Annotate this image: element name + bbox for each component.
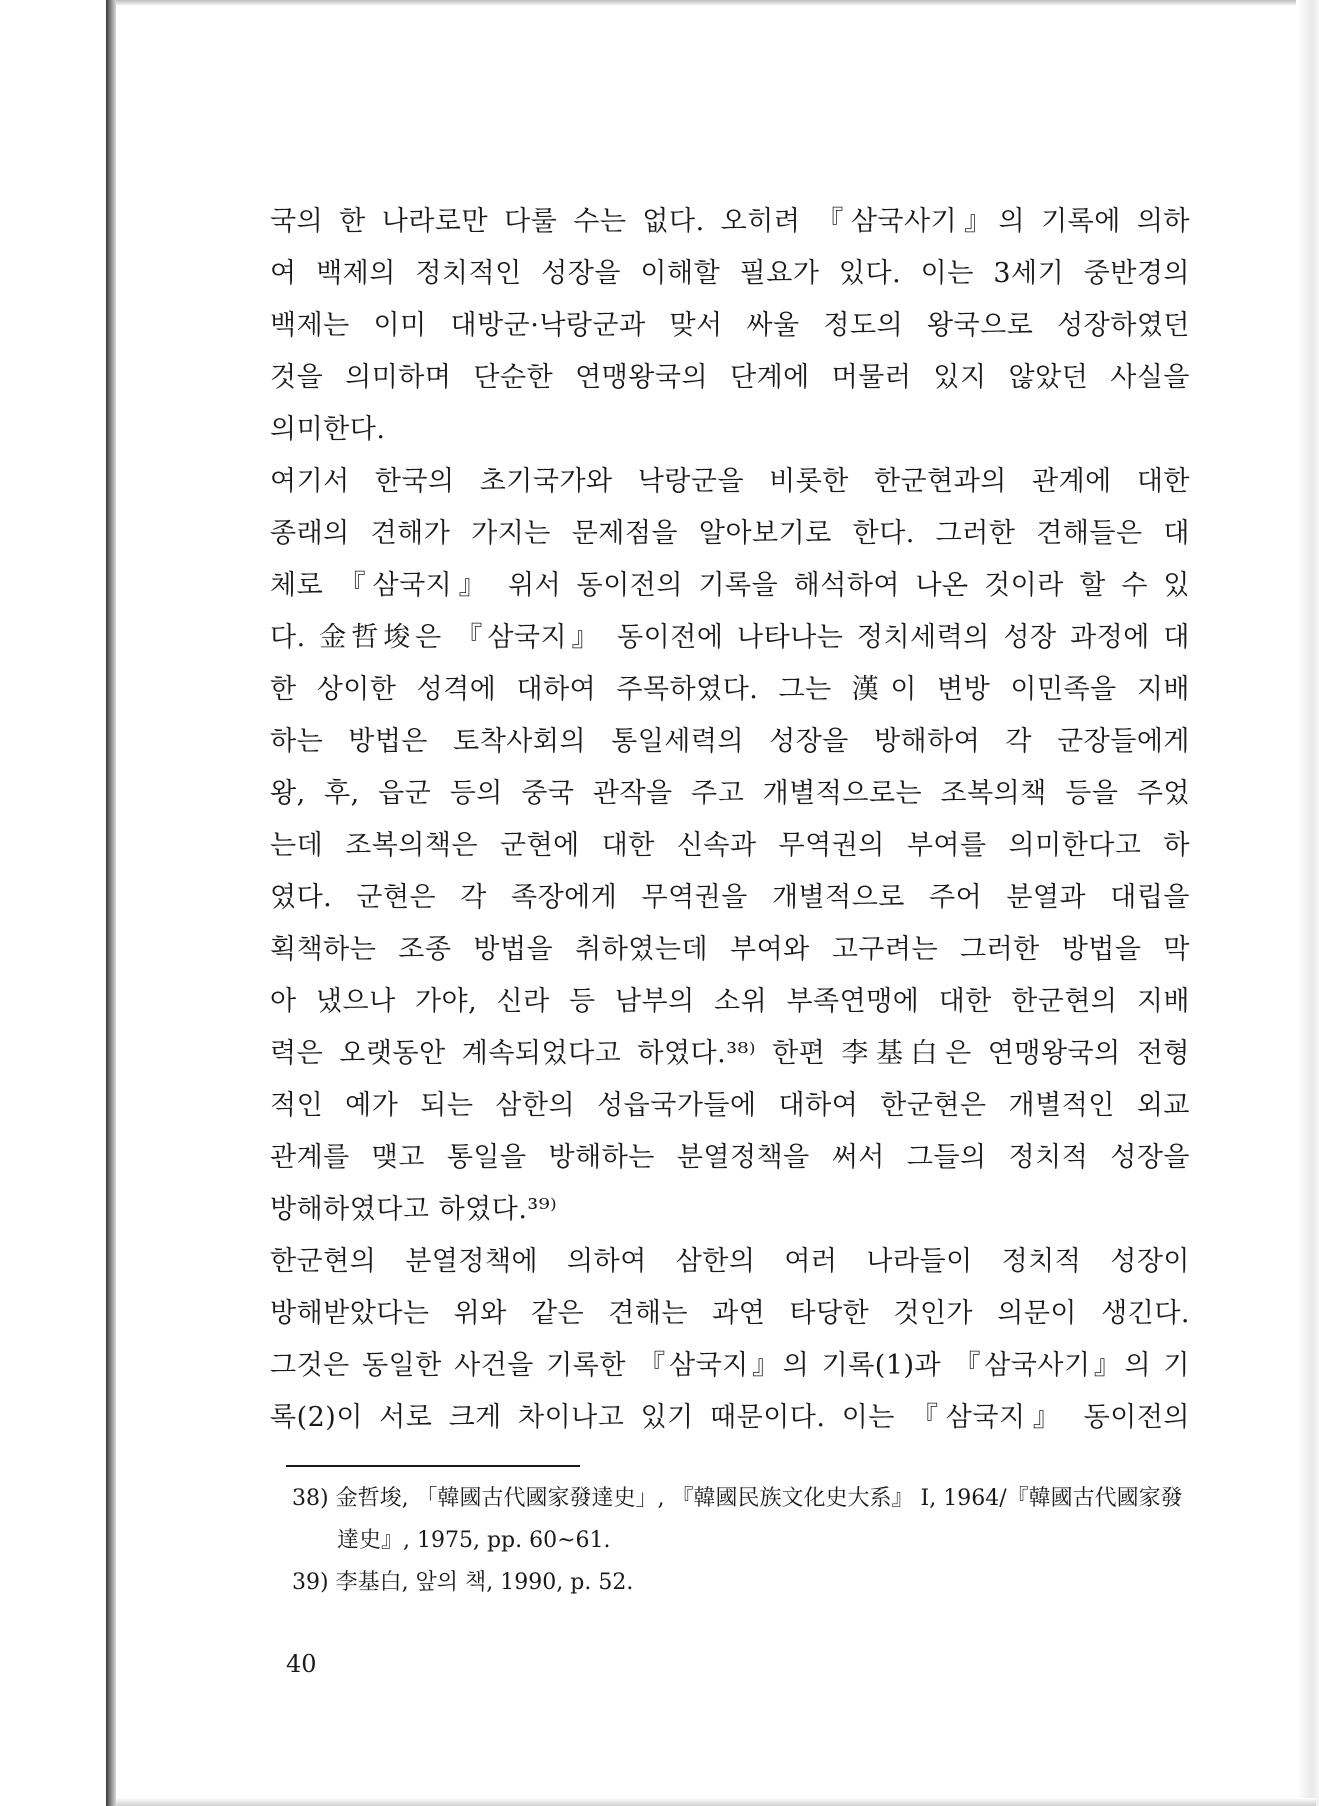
body-line-23: 그것은 동일한 사건을 기록한 『삼국지』의 기록(1)과 『삼국사기』의 기 [270,1350,1190,1381]
body-line-6: 여기서 한국의 초기국가와 낙랑군을 비롯한 한군현과의 관계에 대한 [270,466,1190,497]
book-spine-shadow [106,0,116,1806]
body-line-17: 력은 오랫동안 계속되었다고 하였다.³⁸⁾ 한편 李基白은 연맹왕국의 전형 [270,1038,1190,1069]
body-line-13: 는데 조복의책은 군현에 대한 신속과 무역권의 부여를 의미한다고 하 [270,830,1190,861]
body-line-24: 록(2)이 서로 크게 차이나고 있기 때문이다. 이는 『삼국지』 동이전의 [270,1402,1190,1433]
footnote-divider [286,1465,580,1467]
footnotes [292,1478,1182,1604]
page-top-edge [116,0,1296,6]
body-text [270,196,1190,1444]
body-line-15: 획책하는 조종 방법을 취하였는데 부여와 고구려는 그러한 방법을 막 [270,934,1190,965]
body-line-18: 적인 예가 되는 삼한의 성읍국가들에 대하여 한군현은 개별적인 외교 [270,1090,1190,1121]
body-line-11: 하는 방법은 토착사회의 통일세력의 성장을 방해하여 각 군장들에게 [270,726,1190,757]
body-line-21: 한군현의 분열정책에 의하여 삼한의 여러 나라들이 정치적 성장이 [270,1246,1190,1277]
body-line-19: 관계를 맺고 통일을 방해하는 분열정책을 써서 그들의 정치적 성장을 [270,1142,1190,1173]
page-number: 40 [286,1650,317,1678]
body-line-2: 여 백제의 정치적인 성장을 이해할 필요가 있다. 이는 3세기 중반경의 [270,258,1190,289]
body-line-22: 방해받았다는 위와 같은 견해는 과연 타당한 것인가 의문이 생긴다. [270,1298,1190,1329]
body-line-10: 한 상이한 성격에 대하여 주목하였다. 그는 漢이 변방 이민족을 지배 [270,674,1190,705]
body-line-8: 체로 『삼국지』 위서 동이전의 기록을 해석하여 나온 것이라 할 수 있 [270,570,1190,601]
body-line-5: 의미한다. [270,414,386,445]
body-line-12: 왕, 후, 읍군 등의 중국 관작을 주고 개별적으로는 조복의책 등을 주었 [270,778,1190,809]
footnote-38: 38) 金哲埈, 「韓國古代國家發達史」, 『韓國民族文化史大系』 I, 1964/『韓國古代國家發 [292,1486,1183,1511]
page-bottom-edge [116,1798,1316,1806]
body-line-14: 였다. 군현은 각 족장에게 무역권을 개별적으로 주어 분열과 대립을 [270,882,1190,913]
body-line-4: 것을 의미하며 단순한 연맹왕국의 단계에 머물러 있지 않았던 사실을 [270,362,1190,393]
body-line-20: 방해하였다고 하였다.³⁹⁾ [270,1194,558,1225]
body-line-9: 다. 金哲埈은 『삼국지』 동이전에 나타나는 정치세력의 성장 과정에 대 [270,622,1190,653]
body-line-16: 아 냈으나 가야, 신라 등 남부의 소위 부족연맹에 대한 한군현의 지배 [270,986,1190,1017]
body-line-3: 백제는 이미 대방군·낙랑군과 맞서 싸울 정도의 왕국으로 성장하였던 [270,310,1190,341]
page-right-edge [1297,0,1319,1806]
footnote-38-continued: 達史』, 1975, pp. 60~61. [337,1528,611,1553]
footnote-39: 39) 李基白, 앞의 책, 1990, p. 52. [292,1570,634,1595]
body-line-1: 국의 한 나라로만 다룰 수는 없다. 오히려 『삼국사기』의 기록에 의하 [270,206,1190,237]
body-line-7: 종래의 견해가 가지는 문제점을 알아보기로 한다. 그러한 견해들은 대 [270,518,1190,549]
